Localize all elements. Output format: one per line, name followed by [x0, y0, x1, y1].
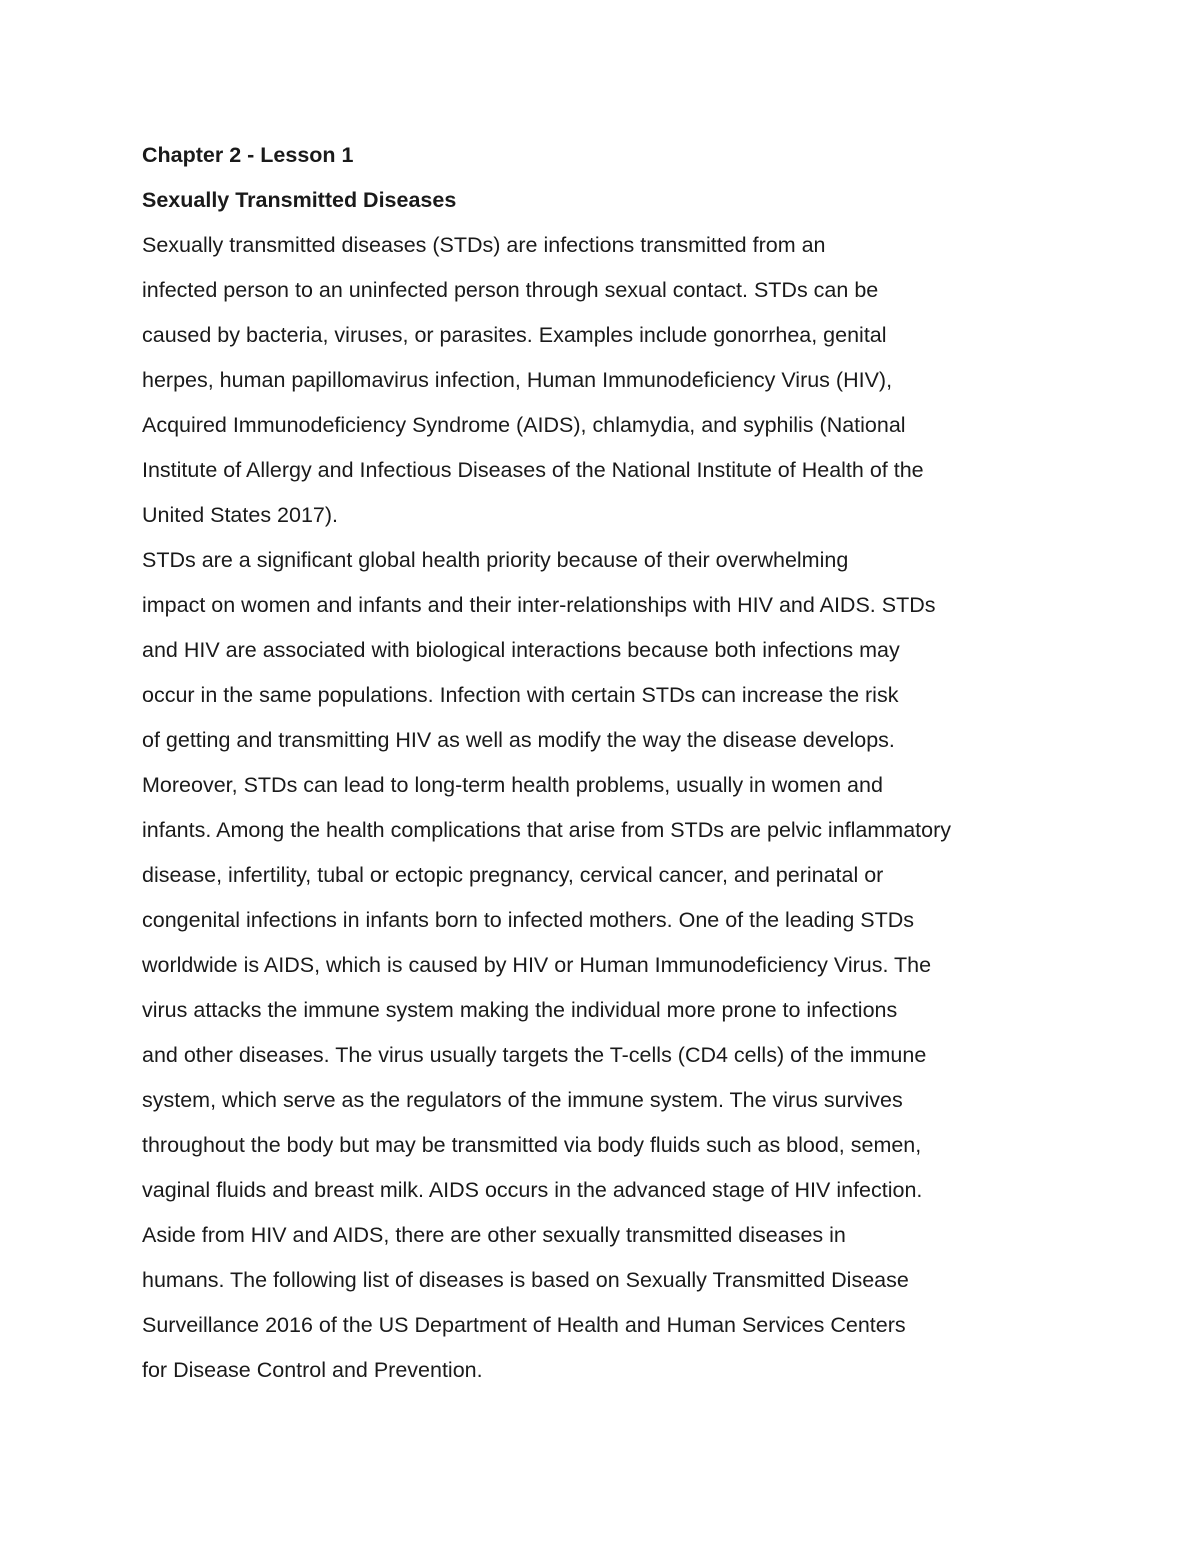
- paragraph-line: throughout the body but may be transmitted via body fluids such as blood, semen,: [142, 1133, 922, 1157]
- paragraph-line: impact on women and infants and their inter-relationships with HIV and AIDS. STDs: [142, 593, 936, 617]
- paragraph-line: STDs are a significant global health priority because of their overwhelming: [142, 548, 849, 572]
- paragraph-line: Sexually transmitted diseases (STDs) are infections transmitted from an: [142, 233, 826, 257]
- chapter-title: Chapter 2 - Lesson 1: [142, 143, 354, 167]
- paragraph-line: Aside from HIV and AIDS, there are other sexually transmitted diseases in: [142, 1223, 846, 1247]
- paragraph-line: caused by bacteria, viruses, or parasites. Examples include gonorrhea, genital: [142, 323, 887, 347]
- paragraph-line: virus attacks the immune system making the individual more prone to infections: [142, 998, 898, 1022]
- paragraph-line: vaginal fluids and breast milk. AIDS occurs in the advanced stage of HIV infection.: [142, 1178, 923, 1202]
- paragraph-line: of getting and transmitting HIV as well as modify the way the disease develops.: [142, 728, 895, 752]
- paragraph-line: infected person to an uninfected person through sexual contact. STDs can be: [142, 278, 879, 302]
- paragraph-line: Moreover, STDs can lead to long-term health problems, usually in women and: [142, 773, 883, 797]
- paragraph-line: and other diseases. The virus usually targets the T-cells (CD4 cells) of the immune: [142, 1043, 927, 1067]
- document-content: [142, 133, 1042, 1393]
- paragraph-line: herpes, human papillomavirus infection, Human Immunodeficiency Virus (HIV),: [142, 368, 893, 392]
- paragraph-2: [142, 538, 1042, 1393]
- paragraph-line: Surveillance 2016 of the US Department of Health and Human Services Centers: [142, 1313, 906, 1337]
- paragraph-line: Acquired Immunodeficiency Syndrome (AIDS), chlamydia, and syphilis (National: [142, 413, 906, 437]
- paragraph-line: occur in the same populations. Infection with certain STDs can increase the risk: [142, 683, 899, 707]
- paragraph-line: and HIV are associated with biological interactions because both infections may: [142, 638, 900, 662]
- paragraph-line: disease, infertility, tubal or ectopic pregnancy, cervical cancer, and perinatal or: [142, 863, 884, 887]
- paragraph-line: for Disease Control and Prevention.: [142, 1358, 483, 1382]
- paragraph-line: humans. The following list of diseases is based on Sexually Transmitted Disease: [142, 1268, 909, 1292]
- paragraph-1: [142, 223, 1042, 538]
- paragraph-line: infants. Among the health complications that arise from STDs are pelvic inflammatory: [142, 818, 951, 842]
- paragraph-line: congenital infections in infants born to infected mothers. One of the leading STDs: [142, 908, 915, 932]
- paragraph-line: worldwide is AIDS, which is caused by HIV or Human Immunodeficiency Virus. The: [142, 953, 932, 977]
- paragraph-line: United States 2017).: [142, 503, 339, 527]
- paragraph-line: system, which serve as the regulators of the immune system. The virus survives: [142, 1088, 903, 1112]
- paragraph-line: Institute of Allergy and Infectious Diseases of the National Institute of Health of the: [142, 458, 924, 482]
- section-title: Sexually Transmitted Diseases: [142, 188, 457, 212]
